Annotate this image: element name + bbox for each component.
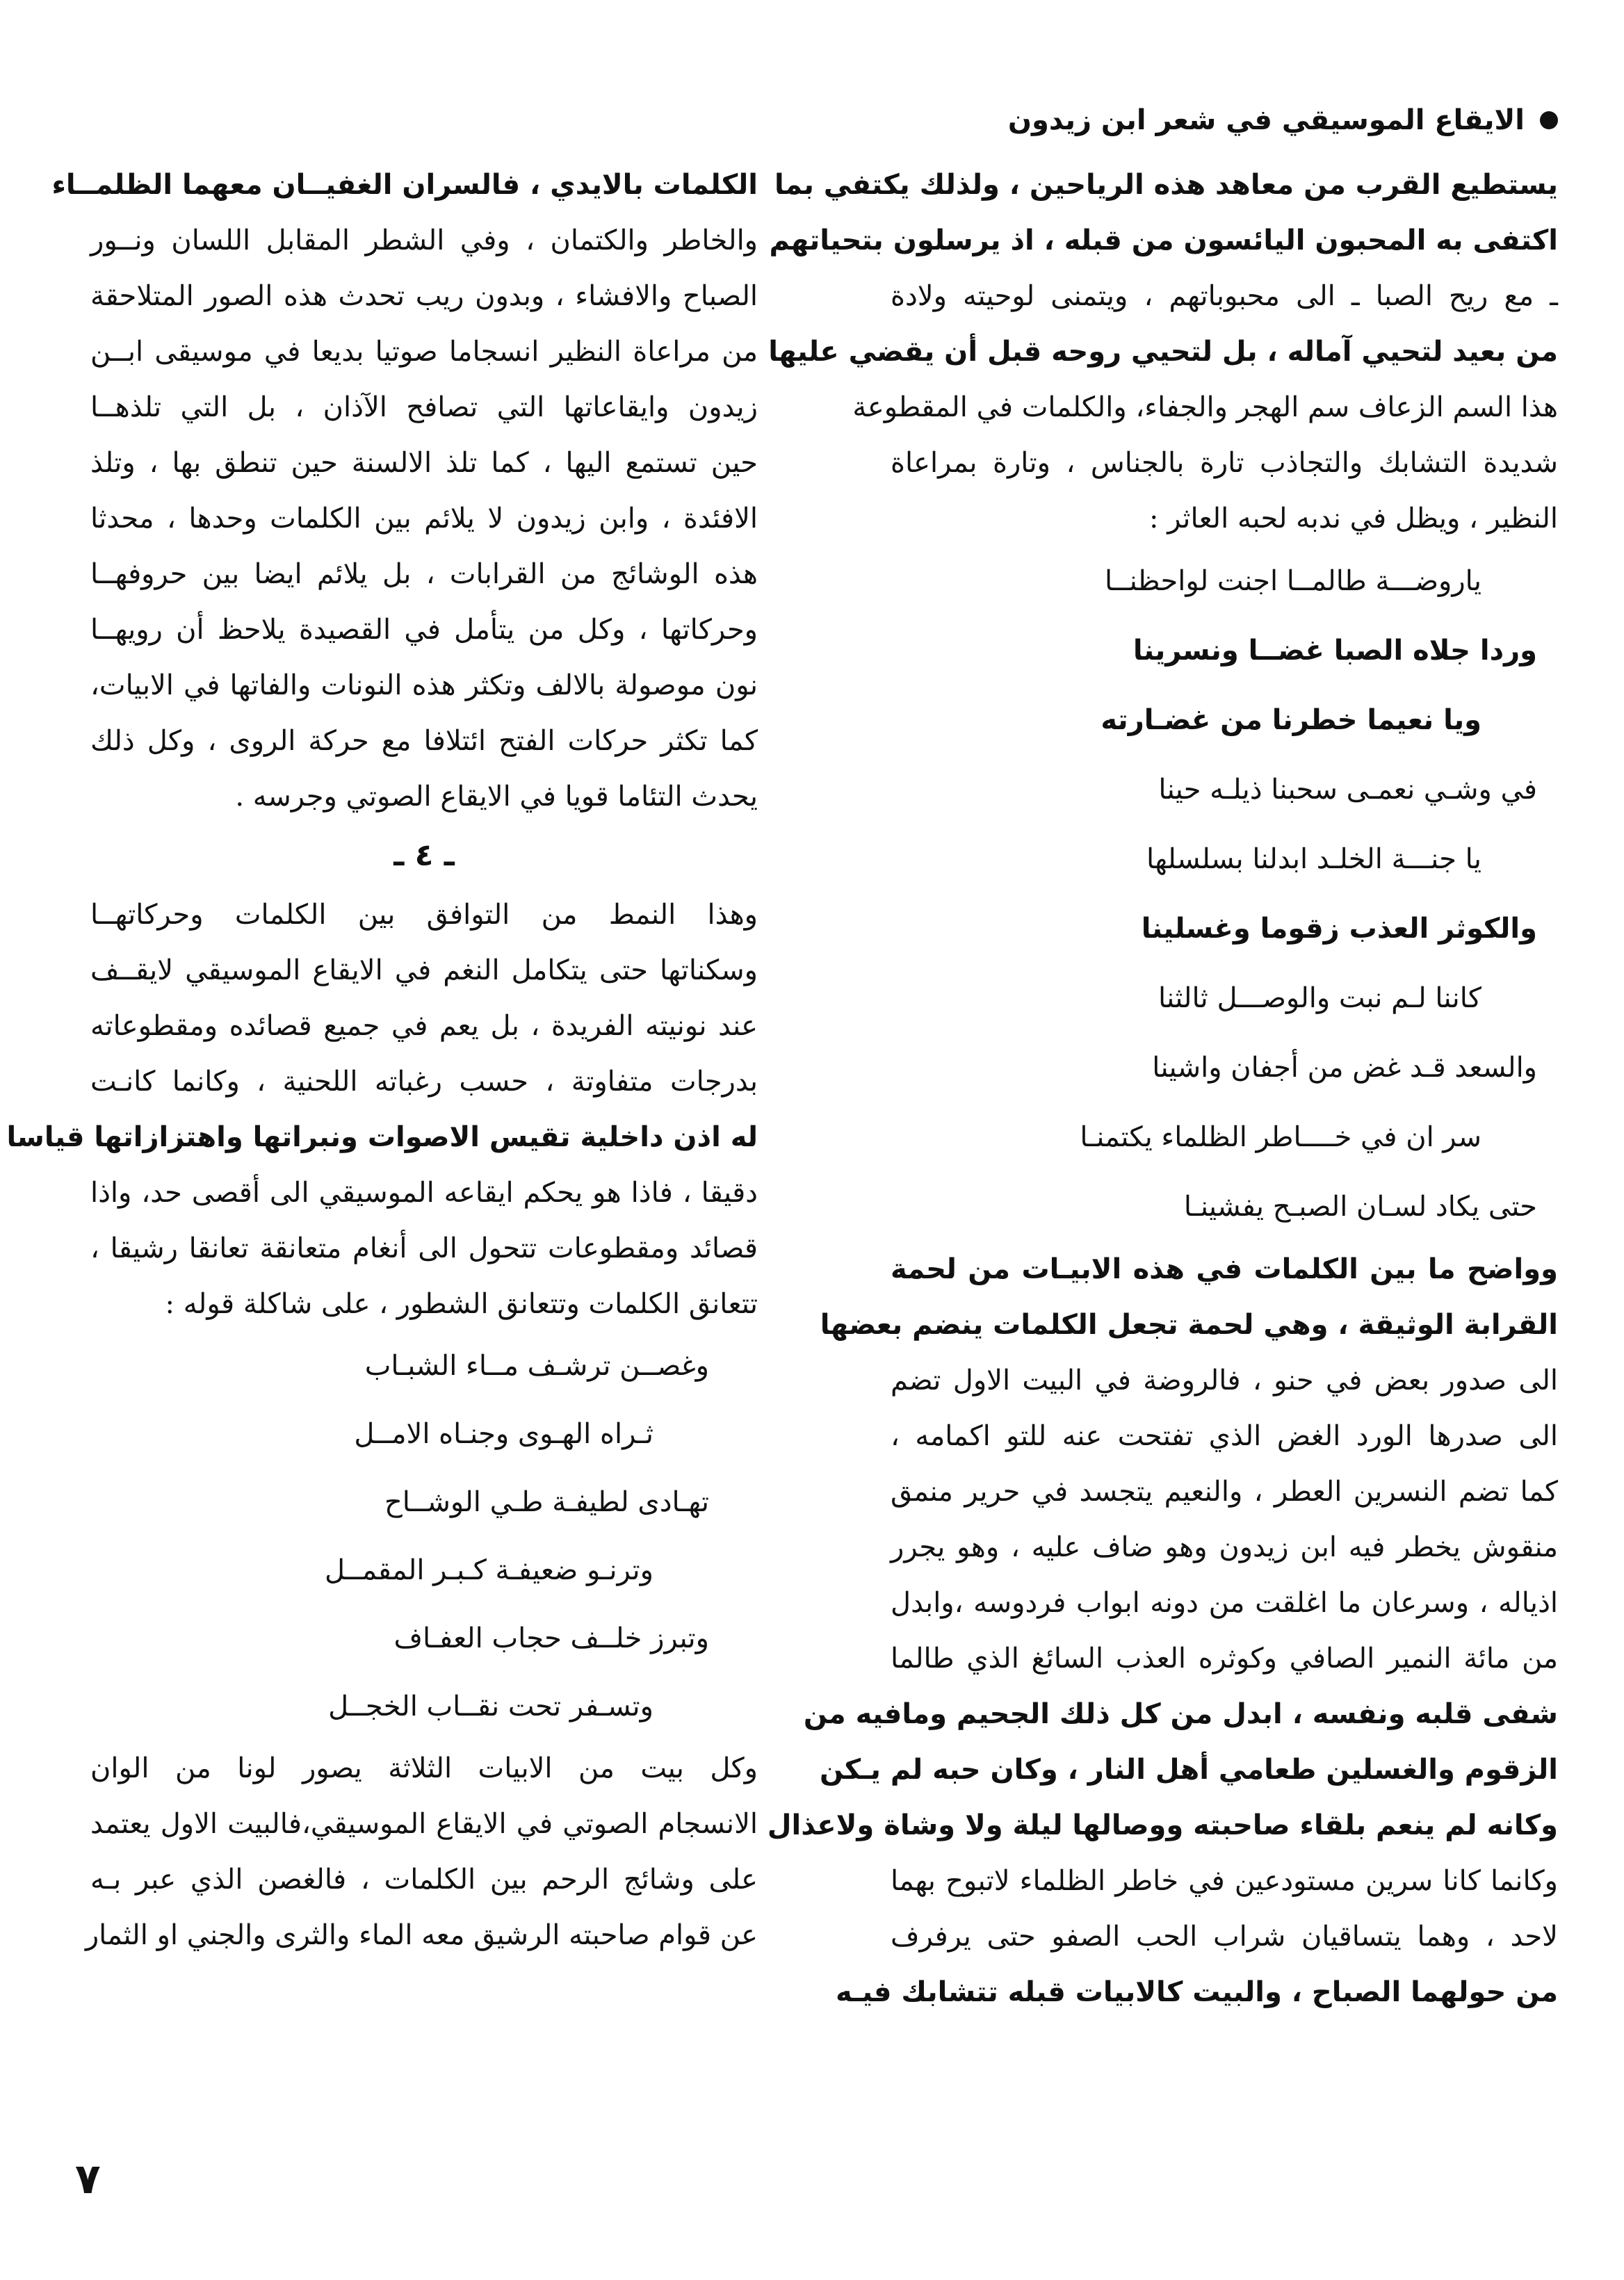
- verse-line: يا جنـــة الخلـد ابدلنا بسلسلها: [1146, 843, 1481, 875]
- poem: [90, 1332, 758, 1741]
- text-line: منقوش يخطر فيه ابن زيدون وهو ضاف عليه ، وهو يجرر: [891, 1531, 1558, 1563]
- text-line: الى صدور بعض في حنو ، فالروضة في البيت الاول تضم: [891, 1365, 1558, 1396]
- text-line: كما تكثر حركات الفتح ائتلافا مع حركة الروى ، وكل ذلك: [90, 725, 758, 757]
- verse-line: في وشـي نعمـى سحبنا ذيلـه حينا: [1158, 774, 1537, 806]
- section-number: ـ ٤ ـ: [393, 838, 455, 873]
- text-line: دقيقا ، فاذا هو يحكم ايقاعه الموسيقي الى أقصى حد، واذا: [90, 1177, 758, 1209]
- text-line: يحدث التئاما قويا في الايقاع الصوتي وجرسه .: [235, 781, 758, 813]
- verse-line: وغصــن ترشـف مــاء الشبـاب: [364, 1350, 709, 1382]
- text-line: الصباح والافشاء ، وبدون ريب تحدث هذه الصور المتلاحقة: [90, 280, 758, 312]
- verse-line: كاننا لـم نبت والوصـــل ثالثنا: [1158, 982, 1481, 1014]
- text-line: هذه الوشائج من القرابات ، بل يلائم ايضا بين حروفهــا: [90, 558, 758, 590]
- text-line: هذا السم الزعاف سم الهجر والجفاء، والكلمات في المقطوعة: [852, 391, 1558, 423]
- text-line: وحركاتها ، وكل من يتأمل في القصيدة يلاحظ أن رويهــا: [90, 614, 758, 646]
- text-line: من مائة النمير الصافي وكوثره العذب السائغ الذي طالما: [891, 1643, 1558, 1675]
- text-line: حين تستمع اليها ، كما تلذ الالسنة حين تنطق بها ، وتلذ: [90, 447, 758, 479]
- text-line: ـ مع ريح الصبا ـ الى محبوباتهم ، ويتمنى لوحيته ولادة: [891, 280, 1558, 312]
- bullet-icon: [1540, 111, 1558, 129]
- text-line: الافئدة ، وابن زيدون لا يلائم بين الكلمات وحدها ، محدثا: [90, 503, 758, 535]
- verse-line: وتبرز خلــف حجاب العفـاف: [393, 1622, 709, 1654]
- text-line: وواضح ما بين الكلمات في هذه الابيـات من لحمة: [891, 1253, 1558, 1285]
- verse-line: وترنـو ضعيفـة كـبـر المقمــل: [324, 1554, 653, 1586]
- verse-line: ويا نعيما خطرنا من غضـارته: [1101, 704, 1481, 736]
- text-line: زيدون وايقاعاتها التي تصافح الآذان ، بل التي تلذهــا: [90, 391, 758, 423]
- header-title: الايقاع الموسيقي في شعر ابن زيدون: [1007, 104, 1525, 136]
- verse-line: وردا جلاه الصبا غضــا ونسرينا: [1132, 635, 1537, 667]
- verse-line: ثـراه الهـوى وجنـاه الامــل: [354, 1418, 653, 1450]
- paragraph: [85, 1741, 758, 1963]
- text-line: وكانما كانا سرين مستودعين في خاطر الظلماء لاتبوح بهما: [891, 1865, 1558, 1897]
- text-line: اذياله ، وسرعان ما اغلقت من دونه ابواب فردوسه ،وابدل: [891, 1587, 1558, 1619]
- verse-line: حتى يكاد لسـان الصبـح يفشينـا: [1183, 1191, 1537, 1223]
- verse-line: والكوثر العذب زقوما وغسلينا: [1141, 913, 1537, 945]
- text-line: شفى قلبه ونفسه ، ابدل من كل ذلك الجحيم ومافيه من: [803, 1698, 1558, 1730]
- text-line: وهذا النمط من التوافق بين الكلمات وحركاتهــا: [90, 899, 758, 931]
- text-line: تتعانق الكلمات وتتعانق الشطور ، على شاكلة قوله :: [165, 1288, 758, 1320]
- paragraph: [768, 157, 1558, 546]
- text-line: والخاطر والكتمان ، وفي الشطر المقابل اللسان ونــور: [90, 225, 758, 256]
- text-line: من مراعاة النظير انسجاما صوتيا بديعا في موسيقى ابــن: [90, 336, 758, 368]
- text-line: عن قوام صاحبته الرشيق معه الماء والثرى والجني او الثمار: [85, 1919, 758, 1951]
- text-line: اكتفى به المحبون اليائسون من قبله ، اذ يرسلون بتحياتهم: [769, 225, 1558, 256]
- verse-line: وتسـفر تحت نقــاب الخجــل: [328, 1691, 653, 1723]
- text-line: الكلمات بالايدي ، فالسران الغفيــان معهما الظلمــاء: [51, 169, 758, 201]
- text-line: شديدة التشابك والتجاذب تارة بالجناس ، وتارة بمراعاة: [891, 447, 1558, 479]
- verse-line: تهـادى لطيفـة طـي الوشــاح: [384, 1486, 709, 1518]
- running-header: [1008, 104, 1558, 136]
- text-line: الزقوم والغسلين طعامي أهل النار ، وكان حبه لم يـكن: [819, 1754, 1558, 1786]
- text-line: من حولهما الصباح ، والبيت كالابيات قبله تتشابك فيـه: [836, 1976, 1558, 2008]
- verse-line: ياروضـــة طالمــا اجنت لواحظنــا: [1104, 565, 1481, 597]
- text-line: يستطيع القرب من معاهد هذه الرياحين ، ولذلك يكتفي بما: [774, 169, 1558, 201]
- text-line: نون موصولة بالالف وتكثر هذه النونات والفاتها في الابيات،: [90, 669, 758, 701]
- text-line: الى صدرها الورد الغض الذي تفتحت عنه للتو اكمامه ،: [891, 1420, 1559, 1452]
- page-number: ٧: [75, 2155, 101, 2204]
- verse-line: سر ان في خــــاطر الظلماء يكتمنـا: [1080, 1121, 1481, 1153]
- right-column: [767, 157, 1559, 2020]
- text-line: وكانه لم ينعم بلقاء صاحبته ووصالها ليلة ولا وشاة ولاعذال: [767, 1809, 1558, 1841]
- text-line: الانسجام الصوتي في الايقاع الموسيقي،فالبيت الاول يعتمد: [90, 1808, 758, 1840]
- text-line: وسكناتها حتى يتكامل النغم في الايقاع الموسيقي لايقــف: [90, 954, 758, 986]
- poem: [891, 546, 1558, 1241]
- paragraph: [51, 157, 758, 824]
- text-line: له اذن داخلية تقيس الاصوات ونبراتها واهتزازاتها قياسا: [6, 1121, 758, 1153]
- paragraph: [767, 1241, 1559, 2020]
- text-line: عند نونيته الفريدة ، بل يعم في جميع قصائده ومقطوعاته: [90, 1010, 758, 1042]
- text-line: النظير ، ويظل في ندبه لحبه العاثر :: [1149, 503, 1558, 535]
- text-line: القرابة الوثيقة ، وهي لحمة تجعل الكلمات ينضم بعضها: [820, 1309, 1558, 1341]
- left-column: [6, 157, 758, 1963]
- text-line: كما تضم النسرين العطر ، والنعيم يتجسد في حرير منمق: [891, 1476, 1558, 1508]
- text-line: بدرجات متفاوتة ، حسب رغباته اللحنية ، وكانما كانـت: [90, 1066, 758, 1098]
- text-line: لاحد ، وهما يتساقيان شراب الحب الصفو حتى يرفرف: [891, 1921, 1558, 1953]
- verse-line: والسعد قـد غض من أجفان واشينا: [1152, 1052, 1537, 1084]
- text-line: وكل بيت من الابيات الثلاثة يصور لونا من الوان: [90, 1752, 758, 1784]
- text-line: من بعيد لتحيي آماله ، بل لتحيي روحه قبل أن يقضي عليها: [768, 336, 1558, 368]
- text-line: على وشائج الرحم بين الكلمات ، فالغصن الذي عبر بـه: [90, 1864, 758, 1896]
- text-line: قصائد ومقطوعات تتحول الى أنغام متعانقة تعانقا رشيقا ،: [90, 1232, 758, 1264]
- paragraph: [6, 887, 758, 1332]
